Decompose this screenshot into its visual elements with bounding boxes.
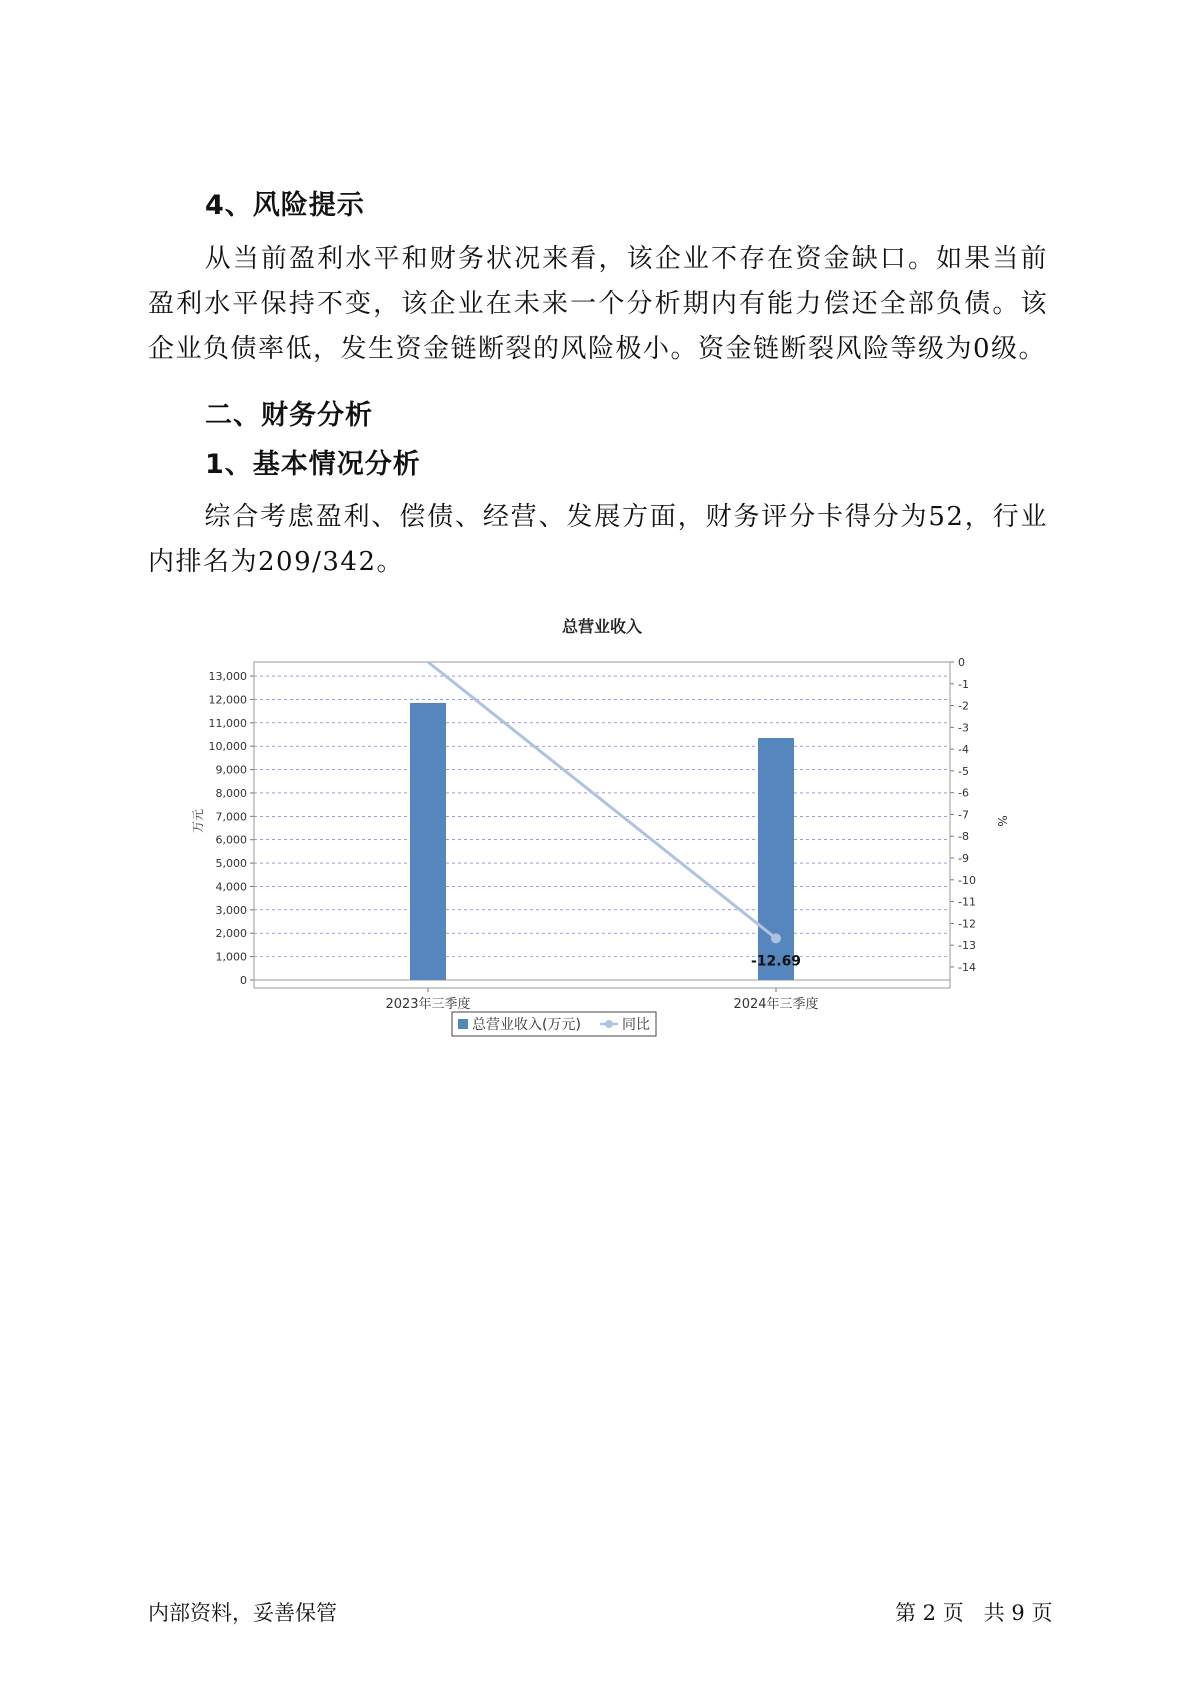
x-tick-label: 2023年三季度 bbox=[385, 997, 471, 1012]
legend-line-marker bbox=[605, 1020, 613, 1028]
y2-tick-label: -13 bbox=[958, 939, 976, 953]
y-tick-label: 12,000 bbox=[208, 693, 247, 707]
y2-tick-label: -7 bbox=[958, 808, 969, 822]
y2-tick-label: -4 bbox=[958, 743, 969, 757]
yoy-data-label: -12.69 bbox=[750, 953, 802, 970]
y2-tick-label: -3 bbox=[958, 721, 969, 735]
y-tick-label: 11,000 bbox=[208, 716, 247, 730]
y-tick-label: 6,000 bbox=[215, 833, 247, 847]
chart-title: 总营业收入 bbox=[561, 617, 643, 636]
y2-tick-label: -2 bbox=[958, 699, 969, 713]
y2-tick-label: -14 bbox=[958, 960, 976, 974]
y-axis-title: 万元 bbox=[191, 808, 205, 834]
footer-left: 内部资料，妥善保管 bbox=[148, 1601, 337, 1625]
y-tick-label: 2,000 bbox=[215, 927, 247, 941]
y2-axis-title: % bbox=[995, 815, 1009, 827]
basic-paragraph bbox=[148, 495, 1048, 585]
risk-paragraph bbox=[148, 237, 1048, 372]
y2-tick-label: -9 bbox=[958, 852, 969, 866]
basic-heading: 1、基本情况分析 bbox=[205, 449, 421, 480]
bar-1 bbox=[410, 703, 446, 980]
y-tick-label: 7,000 bbox=[215, 810, 247, 824]
finance-heading: 二、财务分析 bbox=[205, 400, 373, 431]
y-tick-label: 8,000 bbox=[215, 786, 247, 800]
legend-line-label: 同比 bbox=[622, 1017, 650, 1033]
revenue-chart bbox=[180, 610, 1020, 1060]
legend-bar-label: 总营业收入(万元) bbox=[472, 1017, 581, 1033]
y-tick-label: 3,000 bbox=[215, 903, 247, 917]
yoy-line bbox=[428, 662, 776, 938]
y-tick-label: 9,000 bbox=[215, 763, 247, 777]
risk-heading: 4、风险提示 bbox=[205, 190, 365, 221]
y2-tick-label: 0 bbox=[958, 656, 965, 669]
y-tick-label: 5,000 bbox=[215, 857, 247, 871]
legend-bar-swatch bbox=[458, 1019, 468, 1029]
footer-right: 第 2 页 共 9 页 bbox=[895, 1601, 1053, 1625]
y2-tick-label: -6 bbox=[958, 786, 969, 800]
y2-tick-label: -5 bbox=[958, 764, 969, 778]
y-tick-label: 1,000 bbox=[215, 950, 247, 964]
y2-tick-label: -12 bbox=[958, 917, 976, 931]
yoy-point-2 bbox=[771, 933, 781, 943]
bar-2 bbox=[758, 738, 794, 980]
y-tick-label: 4,000 bbox=[215, 880, 247, 894]
basic-paragraph-text: 综合考虑盈利、偿债、经营、发展方面，财务评分卡得分为52，行业内排名为209/342。 bbox=[148, 502, 1048, 577]
y-tick-label: 10,000 bbox=[208, 740, 247, 754]
x-tick-label: 2024年三季度 bbox=[733, 997, 819, 1012]
risk-paragraph-text: 从当前盈利水平和财务状况来看，该企业不存在资金缺口。如果当前盈利水平保持不变，该企业在未来一个分析期内有能力偿还全部负债。该企业负债率低，发生资金链断裂的风险极小。资金链断裂风险等级为0级。 bbox=[148, 244, 1048, 364]
y2-tick-label: -8 bbox=[958, 830, 969, 844]
y2-tick-label: -1 bbox=[958, 677, 969, 691]
y2-tick-label: -11 bbox=[958, 895, 976, 909]
plot-frame bbox=[254, 662, 950, 980]
y-tick-label: 13,000 bbox=[208, 670, 247, 684]
y2-tick-label: -10 bbox=[958, 873, 976, 887]
y-tick-label: 0 bbox=[240, 974, 247, 987]
